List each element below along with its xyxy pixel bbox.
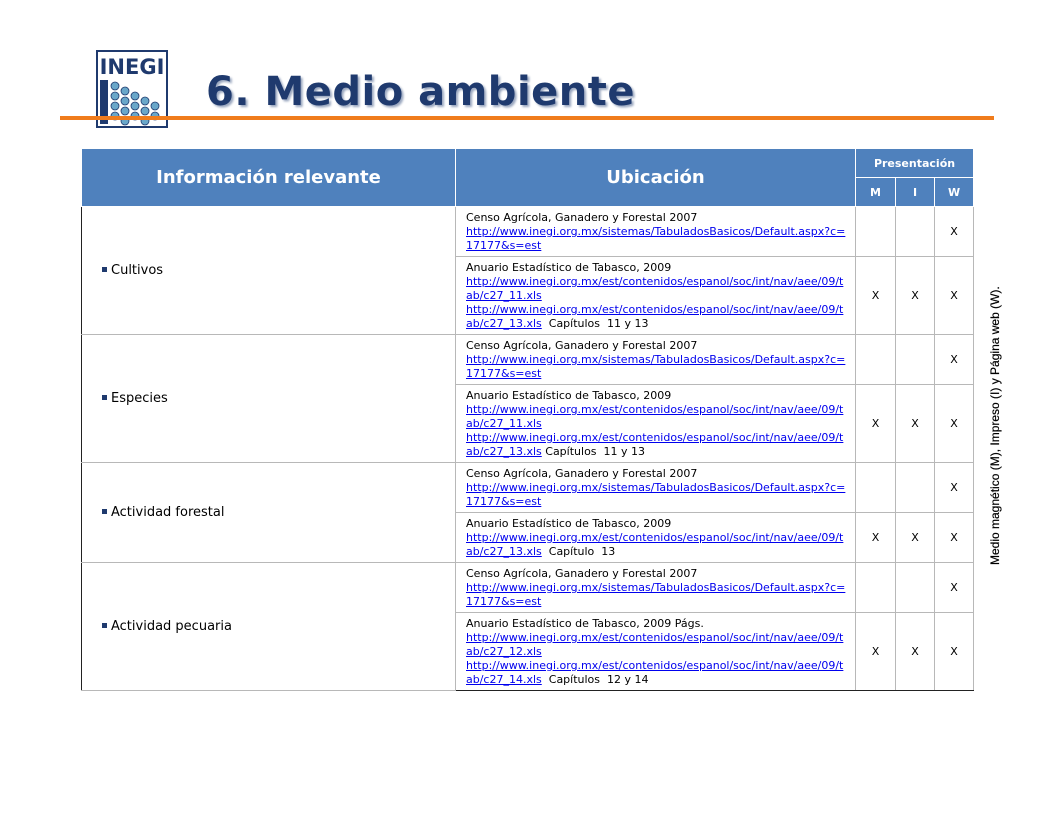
- bullet-icon: [102, 623, 107, 628]
- topic-cell: [82, 463, 456, 563]
- column-header-ubicacion: Ubicación: [456, 149, 856, 207]
- source-title: Anuario Estadístico de Tabasco, 2009 Págs.: [466, 617, 704, 630]
- table-row: [82, 335, 974, 385]
- format-legend: Medio magnético (M), Impreso (I) y Página web (W).: [988, 286, 1002, 565]
- chapter-note: Capítulos 11 y 13: [541, 445, 646, 458]
- topic-label: Especies: [111, 391, 168, 406]
- presentation-m-cell: [856, 207, 896, 257]
- presentation-m-cell: [856, 335, 896, 385]
- column-header-w: W: [935, 178, 974, 207]
- presentation-i-cell: [896, 335, 935, 385]
- presentation-w-cell: X: [935, 335, 974, 385]
- source-cell: [456, 257, 856, 335]
- presentation-i-cell: X: [896, 385, 935, 463]
- source-cell: [456, 385, 856, 463]
- source-link[interactable]: http://www.inegi.org.mx/sistemas/TabuladosBasicos/Default.aspx?c=17177&s=est: [466, 225, 846, 252]
- presentation-i-cell: [896, 563, 935, 613]
- presentation-w-cell: X: [935, 207, 974, 257]
- column-header-presentacion: Presentación: [856, 149, 974, 178]
- presentation-m-cell: X: [856, 385, 896, 463]
- source-link[interactable]: http://www.inegi.org.mx/sistemas/TabuladosBasicos/Default.aspx?c=17177&s=est: [466, 481, 846, 508]
- source-cell: [456, 613, 856, 691]
- source-cell: [456, 335, 856, 385]
- source-cell: [456, 513, 856, 563]
- topic-label: Cultivos: [111, 263, 164, 278]
- source-link[interactable]: http://www.inegi.org.mx/est/contenidos/espanol/soc/int/nav/aee/09/tab/c27_13.xls: [466, 431, 844, 458]
- source-title: Censo Agrícola, Ganadero y Forestal 2007: [466, 567, 698, 580]
- presentation-i-cell: [896, 207, 935, 257]
- topic-cell: [82, 207, 456, 335]
- presentation-w-cell: X: [935, 563, 974, 613]
- chapter-note: Capítulos 11 y 13: [541, 317, 649, 330]
- presentation-m-cell: X: [856, 513, 896, 563]
- table-row: [82, 463, 974, 513]
- presentation-m-cell: [856, 563, 896, 613]
- presentation-w-cell: X: [935, 463, 974, 513]
- svg-text:INEGI: INEGI: [99, 55, 165, 79]
- source-title: Censo Agrícola, Ganadero y Forestal 2007: [466, 211, 698, 224]
- topic-cell: [82, 563, 456, 691]
- bullet-icon: [102, 509, 107, 514]
- source-cell: [456, 563, 856, 613]
- source-title: Censo Agrícola, Ganadero y Forestal 2007: [466, 339, 698, 352]
- presentation-w-cell: X: [935, 385, 974, 463]
- topic-cell: [82, 335, 456, 463]
- topic-label: Actividad pecuaria: [111, 619, 232, 634]
- source-link[interactable]: http://www.inegi.org.mx/sistemas/TabuladosBasicos/Default.aspx?c=17177&s=est: [466, 581, 846, 608]
- bullet-icon: [102, 395, 107, 400]
- presentation-i-cell: X: [896, 513, 935, 563]
- source-title: Anuario Estadístico de Tabasco, 2009: [466, 517, 672, 530]
- topic-label: Actividad forestal: [111, 505, 225, 520]
- title-divider: [60, 116, 994, 120]
- page-title: 6. Medio ambiente: [206, 69, 636, 115]
- source-link[interactable]: http://www.inegi.org.mx/est/contenidos/espanol/soc/int/nav/aee/09/tab/c27_13.xls: [466, 531, 844, 558]
- presentation-i-cell: X: [896, 613, 935, 691]
- chapter-note: Capítulo 13: [541, 545, 616, 558]
- source-link[interactable]: http://www.inegi.org.mx/est/contenidos/espanol/soc/int/nav/aee/09/tab/c27_11.xls: [466, 275, 844, 302]
- bullet-icon: [102, 267, 107, 272]
- presentation-w-cell: X: [935, 613, 974, 691]
- presentation-m-cell: X: [856, 257, 896, 335]
- presentation-m-cell: X: [856, 613, 896, 691]
- source-title: Censo Agrícola, Ganadero y Forestal 2007: [466, 467, 698, 480]
- presentation-w-cell: X: [935, 257, 974, 335]
- table-row: [82, 207, 974, 257]
- source-link[interactable]: http://www.inegi.org.mx/sistemas/TabuladosBasicos/Default.aspx?c=17177&s=est: [466, 353, 846, 380]
- source-cell: [456, 207, 856, 257]
- source-link[interactable]: http://www.inegi.org.mx/est/contenidos/espanol/soc/int/nav/aee/09/tab/c27_12.xls: [466, 631, 844, 658]
- chapter-note: Capítulos 12 y 14: [541, 673, 649, 686]
- source-title: Anuario Estadístico de Tabasco, 2009: [466, 389, 672, 402]
- source-cell: [456, 463, 856, 513]
- table-row: [82, 563, 974, 613]
- source-link[interactable]: http://www.inegi.org.mx/est/contenidos/espanol/soc/int/nav/aee/09/tab/c27_14.xls: [466, 659, 844, 686]
- source-title: Anuario Estadístico de Tabasco, 2009: [466, 261, 672, 274]
- presentation-i-cell: X: [896, 257, 935, 335]
- column-header-info: Información relevante: [82, 149, 456, 207]
- presentation-i-cell: [896, 463, 935, 513]
- source-link[interactable]: http://www.inegi.org.mx/est/contenidos/espanol/soc/int/nav/aee/09/tab/c27_11.xls: [466, 403, 844, 430]
- column-header-i: I: [896, 178, 935, 207]
- presentation-m-cell: [856, 463, 896, 513]
- column-header-m: M: [856, 178, 896, 207]
- presentation-w-cell: X: [935, 513, 974, 563]
- source-link[interactable]: http://www.inegi.org.mx/est/contenidos/espanol/soc/int/nav/aee/09/tab/c27_13.xls: [466, 303, 844, 330]
- information-table: [81, 148, 974, 691]
